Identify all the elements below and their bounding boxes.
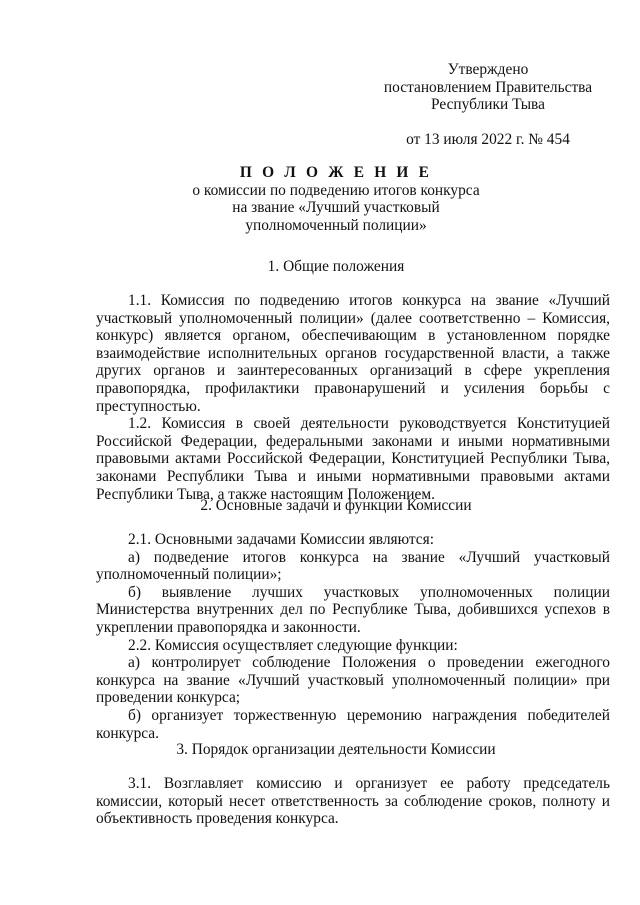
paragraph-1-2: 1.2. Комиссия в своей деятельности руководствуется Конституцией Российской Федерации, федеральными законами и иными нормативными правовыми актами Российской Федерации, Конституцией Республики Тыва, законами Республики Тыва и иными нормативными правовыми актами Республики Тыва, а также настоящим Положением. bbox=[96, 415, 610, 503]
approval-date: от 13 июля 2022 г. № 454 bbox=[406, 131, 570, 149]
approval-line-2: постановлением Правительства bbox=[383, 78, 593, 96]
document-subtitle-line-2: на звание «Лучший участковый bbox=[232, 199, 440, 217]
document-subtitle-line-3: уполномоченный полиции» bbox=[245, 216, 427, 234]
approval-stamp bbox=[368, 61, 608, 149]
paragraph-1-1: 1.1. Комиссия по подведению итогов конкурса на звание «Лучший участковый уполномоченный полиции» (далее соответственно – Комиссия, конкурс) является органом, обеспечивающим в установленном порядке взаимодействие исполнительных органов государственной власти, а также других органов и заинтересованных организаций в сфере укрепления правопорядка, профилактики правонарушений и усиления борьбы с преступностью. bbox=[96, 292, 610, 415]
paragraph-2-2: 2.2. Комиссия осуществляет следующие функции: bbox=[128, 636, 458, 654]
approval-line-1: Утверждено bbox=[447, 61, 529, 78]
paragraph-3-1: 3.1. Возглавляет комиссию и организует ее работу председатель комиссии, который несет ответственность за соблюдение сроков, полноту и объективность проведения конкурса. bbox=[96, 775, 610, 828]
section-2-body bbox=[96, 531, 610, 742]
approval-line-3: Республики Тыва bbox=[431, 96, 545, 114]
paragraph-2-1-b: б) выявление лучших участковых уполномоченных полиции Министерства внутренних дел по Республике Тыва, добившихся успехов в укреплении правопорядка и законности. bbox=[96, 583, 610, 636]
section-1-heading: 1. Общие положения bbox=[267, 258, 405, 275]
paragraph-2-1-a: а) подведение итогов конкурса на звание «Лучший участковый уполномоченный полиции»; bbox=[96, 548, 610, 584]
section-3-heading: 3. Порядок организации деятельности Комиссии bbox=[176, 741, 496, 758]
paragraph-2-1: 2.1. Основными задачами Комиссии являются: bbox=[128, 531, 434, 548]
paragraph-2-2-b: б) организует торжественную церемонию награждения победителей конкурса. bbox=[96, 706, 610, 742]
section-2-heading: 2. Основные задачи и функции Комиссии bbox=[200, 497, 472, 514]
paragraph-2-2-a: а) контролирует соблюдение Положения о проведении ежегодного конкурса на звание «Лучший участковый уполномоченный полиции» при проведении конкурса; bbox=[96, 654, 610, 707]
document-title: П О Л О Ж Е Н И Е bbox=[239, 164, 433, 181]
section-1-body bbox=[96, 292, 610, 503]
document-subtitle-line-1: о комиссии по подведению итогов конкурса bbox=[192, 181, 480, 199]
section-3-body bbox=[96, 775, 610, 828]
document-title-block bbox=[96, 164, 576, 234]
